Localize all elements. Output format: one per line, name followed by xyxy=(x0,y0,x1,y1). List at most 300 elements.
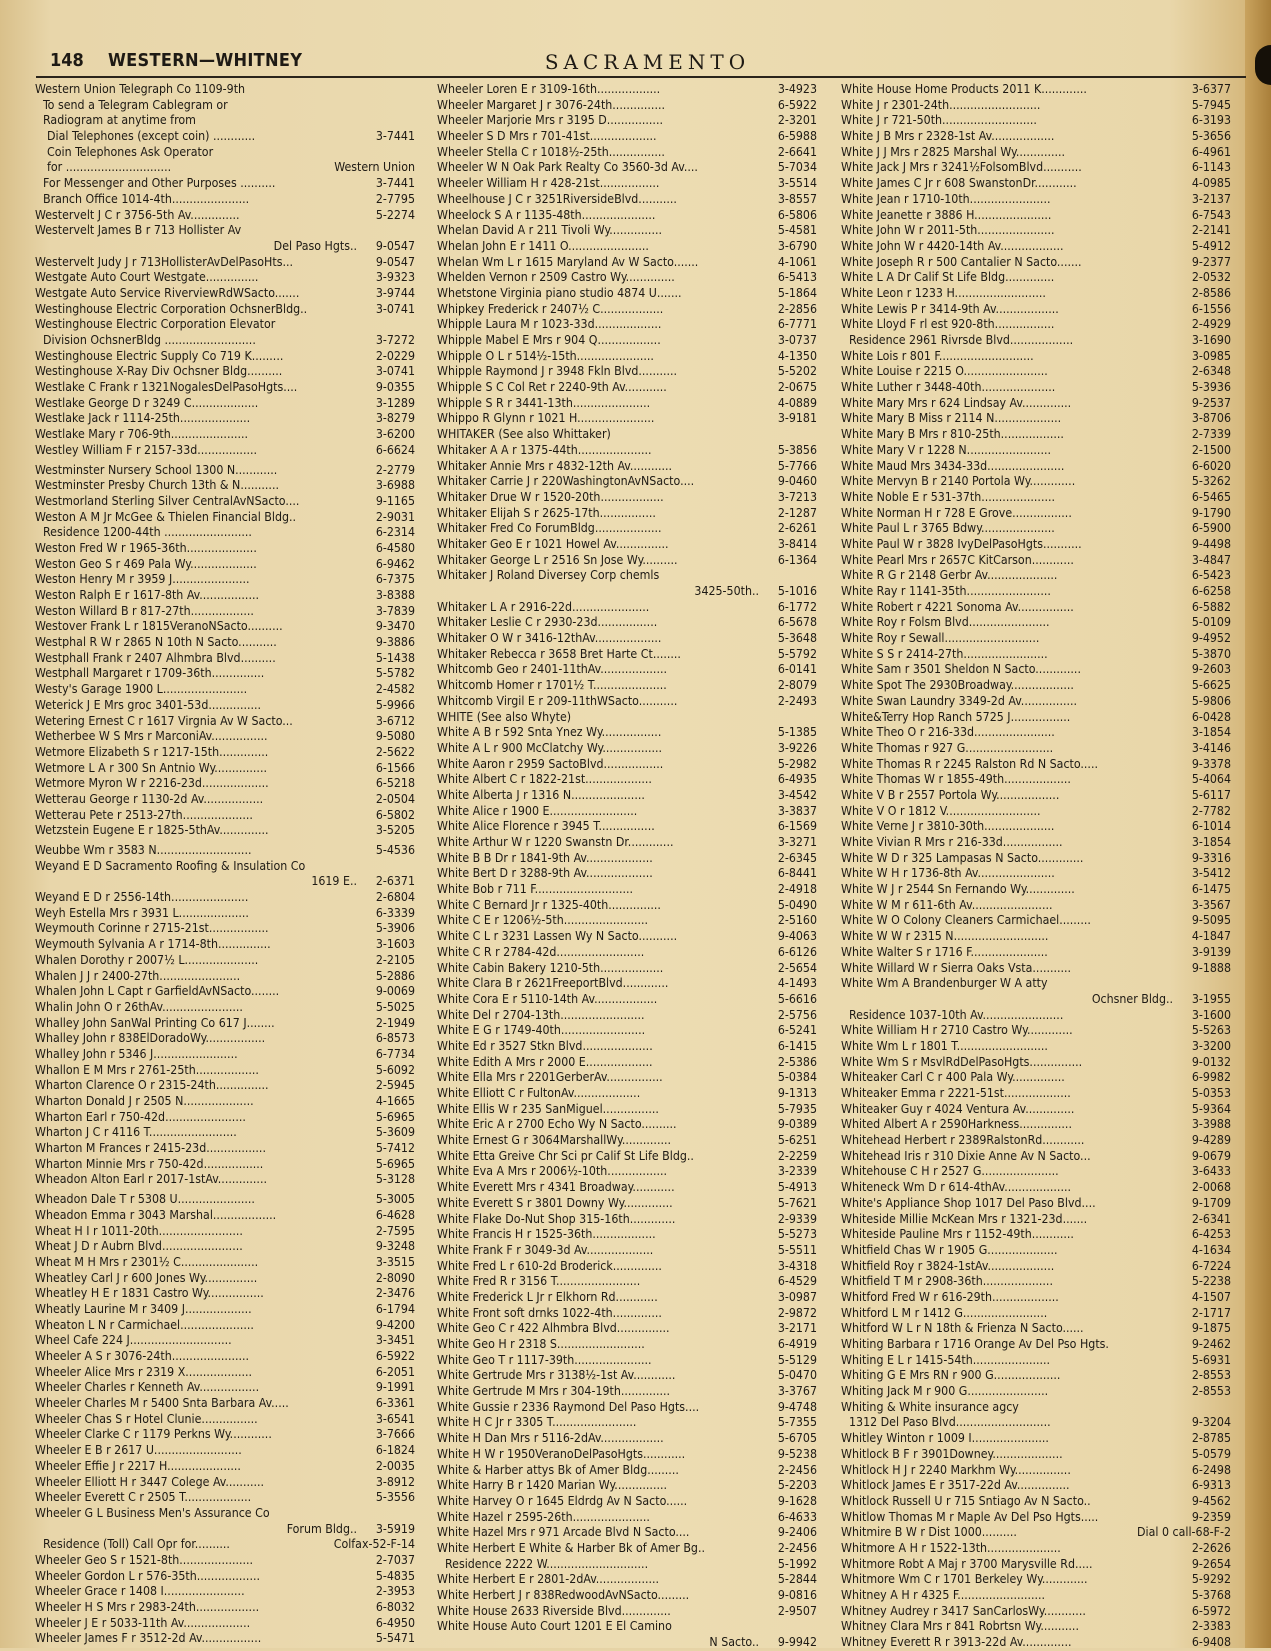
listing-name: White Jean r 1710-10th....................... xyxy=(841,191,1051,206)
listing-entry xyxy=(35,1286,415,1302)
listing-entry xyxy=(437,1478,817,1494)
listing-entry xyxy=(35,270,415,286)
phone-number: 3-3767 xyxy=(777,1384,817,1399)
listing-entry xyxy=(437,364,817,380)
phone-number: 9-1888 xyxy=(1191,960,1231,975)
phone-number: 2-8553 xyxy=(1191,1368,1231,1383)
phone-number: 2-2456 xyxy=(777,1540,817,1555)
listing-name: Westgate Auto Court Westgate............... xyxy=(35,270,259,285)
listing-name: White Mary B Mrs r 810-25th.................. xyxy=(841,427,1064,442)
listing-name: Wheatley Carl J r 600 Jones Wy............... xyxy=(35,1270,258,1285)
phone-number: 3-9181 xyxy=(777,411,817,426)
phone-number: 5-1016 xyxy=(777,584,817,598)
listing-entry xyxy=(437,1023,817,1039)
listing-name: Whitehead Herbert r 2389RalstonRd............ xyxy=(841,1133,1085,1148)
listing-name: Whitaker O W r 3416-12thAv................... xyxy=(437,631,662,646)
listing-name: White Cabin Bakery 1210-5th.................. xyxy=(437,960,664,975)
phone-number: 3-5205 xyxy=(375,823,415,838)
listing-name: Dial Telephones (except coin) ............ xyxy=(47,129,256,144)
phone-number: Dial 0 call-68-F-2 xyxy=(1137,1525,1231,1540)
listing-entry xyxy=(841,788,1231,804)
listing-entry xyxy=(841,662,1231,678)
listing-name: Wheeler Marjorie Mrs r 3195 D................ xyxy=(437,113,663,128)
listing-name: White House Home Products 2011 K............. xyxy=(841,82,1087,96)
listing-name: White W M r 611-6th Av....................... xyxy=(841,897,1053,912)
phone-number: 2-2259 xyxy=(777,1148,817,1163)
phone-number: 5-0470 xyxy=(777,1368,817,1383)
phone-number: 3-3451 xyxy=(375,1333,415,1348)
listing-name: Wheeler W N Oak Park Realty Co 3560-3d Av.... xyxy=(437,160,698,175)
listing-name: White's Appliance Shop 1017 Del Paso Blvd.... xyxy=(841,1195,1096,1210)
listing-entry xyxy=(841,945,1231,961)
phone-number: 5-6625 xyxy=(1191,678,1231,693)
phone-number: 6-4961 xyxy=(1191,144,1231,159)
phone-number: 5-5202 xyxy=(777,364,817,379)
listing-entry xyxy=(35,698,415,714)
listing-entry xyxy=(841,1431,1231,1447)
listing-name: White Gussie r 2336 Raymond Del Paso Hgts.... xyxy=(437,1399,700,1414)
phone-number: 3-4146 xyxy=(1191,740,1231,755)
phone-number: 9-1875 xyxy=(1191,1321,1231,1336)
listing-entry xyxy=(841,1070,1231,1086)
phone-number: 9-2406 xyxy=(777,1525,817,1540)
phone-number: 3-3988 xyxy=(1191,1117,1231,1132)
listing-name: Whitney A H r 4325 F......................... xyxy=(841,1588,1046,1602)
listing-entry xyxy=(841,882,1231,898)
listing-entry xyxy=(437,1368,817,1384)
listing-name: White Hazel r 2595-26th...................... xyxy=(437,1509,650,1524)
phone-number: 2-7339 xyxy=(1191,427,1231,442)
phone-number: 5-3648 xyxy=(777,631,817,646)
phone-number: 3-5919 xyxy=(375,1521,415,1536)
phone-number: 2-5160 xyxy=(777,913,817,928)
phone-number: 2-5654 xyxy=(777,960,817,975)
listing-entry xyxy=(841,208,1231,224)
listing-name: Whipple Raymond J r 3948 Fkln Blvd........... xyxy=(437,364,678,379)
phone-number: 5-5263 xyxy=(1191,1023,1231,1038)
listing-name: Coin Telephones Ask Operator xyxy=(47,144,214,159)
phone-number: 5-1864 xyxy=(777,285,817,300)
phone-number: 5-1385 xyxy=(777,725,817,740)
listing-name: Whipple S C Col Ret r 2240-9th Av............ xyxy=(437,380,667,395)
phone-number: 3-4847 xyxy=(1191,552,1231,567)
listing-entry xyxy=(35,1078,415,1094)
phone-number: 3-8414 xyxy=(777,536,817,551)
phone-number: 3-1603 xyxy=(375,937,415,952)
phone-number: 3-1854 xyxy=(1191,725,1231,740)
listing-entry xyxy=(35,1172,415,1188)
phone-number: 6-4253 xyxy=(1191,1227,1231,1242)
listing-name: Westervelt Judy J r 713HollisterAvDelPasoHts... xyxy=(35,254,293,269)
listing-name: White Gertrude M Mrs r 304-19th.............. xyxy=(437,1384,671,1399)
listing-entry xyxy=(841,647,1231,663)
listing-name: White H C Jr r 3305 T........................ xyxy=(437,1415,637,1430)
phone-number: 6-4580 xyxy=(375,540,415,555)
phone-number: 2-8090 xyxy=(375,1270,415,1285)
listing-name: White Del r 2704-13th........................ xyxy=(437,1007,645,1022)
listing-entry xyxy=(437,1463,817,1479)
listing-name: Westover Frank L r 1815VeranoNSacto.......... xyxy=(35,619,283,634)
phone-number: 4-1061 xyxy=(777,254,817,269)
listing-name: To send a Telegram Cablegram or xyxy=(43,97,228,112)
listing-entry xyxy=(437,490,817,506)
page-number: 148 xyxy=(50,50,84,71)
phone-number: 2-5386 xyxy=(777,1054,817,1069)
phone-number: 6-7224 xyxy=(1191,1258,1231,1273)
listing-entry xyxy=(841,474,1231,490)
listing-name: Whitfield T M r 2908-36th.................... xyxy=(841,1274,1053,1289)
listing-entry xyxy=(437,647,817,663)
listing-name: WHITAKER (See also Whittaker) xyxy=(437,427,611,442)
listing-entry xyxy=(841,1368,1231,1384)
listing-entry xyxy=(841,506,1231,522)
listing-entry xyxy=(841,1525,1231,1541)
listing-entry xyxy=(35,1584,415,1600)
listing-entry xyxy=(437,145,817,161)
phone-number: 9-2377 xyxy=(1191,254,1231,269)
phone-number: 9-0547 xyxy=(375,238,415,253)
listing-entry xyxy=(437,882,817,898)
phone-number: 9-3378 xyxy=(1191,756,1231,771)
listing-entry xyxy=(841,1086,1231,1102)
phone-number: 5-6965 xyxy=(375,1156,415,1171)
listing-entry xyxy=(437,349,817,365)
phone-number: 9-0816 xyxy=(777,1588,817,1602)
listing-entry xyxy=(841,160,1231,176)
listing-name: Wetmore Myron W r 2216-23d................... xyxy=(35,776,269,791)
listing-name: White Gertrude Mrs r 3138½-1st Av............ xyxy=(437,1368,676,1383)
listing-name: White Arthur W r 1220 Swanstn Dr............. xyxy=(437,835,674,849)
listing-entry xyxy=(841,553,1231,569)
listing-entry xyxy=(841,615,1231,631)
listing-entry xyxy=(437,98,817,114)
listing-entry xyxy=(437,1431,817,1447)
listing-name: White House Auto Court 1201 E El Camino xyxy=(437,1619,672,1634)
listing-name: Westlake George D r 3249 C................... xyxy=(35,395,259,410)
listing-name: Wheel Cafe 224 J............................. xyxy=(35,1333,232,1348)
listing-entry xyxy=(35,1522,415,1538)
listing-name: Whiteaker Carl C r 400 Pala Wy............... xyxy=(841,1070,1065,1085)
phone-number: 6-5802 xyxy=(375,807,415,822)
listing-name: White L A Dr Calif St Life Bldg.............. xyxy=(841,270,1055,285)
listing-name: Whitford W L r N 18th & Frienza N Sacto...... xyxy=(841,1321,1084,1336)
listing-name: White Mary Mrs r 624 Lindsay Av.............. xyxy=(841,395,1072,410)
listing-name: For Messenger and Other Purposes .......... xyxy=(43,176,276,191)
listing-entry xyxy=(841,255,1231,271)
listing-entry xyxy=(437,1259,817,1275)
listing-name: White Albert C r 1822-21st................... xyxy=(437,772,652,787)
listing-name: Whipkey Frederick r 2407½ C.................. xyxy=(437,301,664,316)
phone-number: 5-4912 xyxy=(1191,238,1231,253)
listing-name: White Paul L r 3765 Bdwy..................... xyxy=(841,521,1055,536)
listing-entry xyxy=(35,541,415,557)
phone-number: 6-1824 xyxy=(375,1443,415,1458)
listing-entry xyxy=(841,819,1231,835)
listing-entry xyxy=(437,694,817,710)
listing-entry xyxy=(35,1506,415,1522)
listing-entry xyxy=(841,835,1231,851)
listing-entry xyxy=(841,631,1231,647)
listing-entry xyxy=(35,525,415,541)
listing-name: Weubbe Wm r 3583 N........................... xyxy=(35,843,252,857)
listing-entry xyxy=(35,129,415,145)
listing-entry xyxy=(841,411,1231,427)
listing-entry xyxy=(35,1537,415,1553)
phone-number: 2-8553 xyxy=(1191,1384,1231,1399)
phone-number: 6-6126 xyxy=(777,944,817,959)
listing-entry xyxy=(437,317,817,333)
listing-name: Whitaker A A r 1375-44th..................... xyxy=(437,442,652,457)
listing-entry xyxy=(841,1212,1231,1228)
listing-name: White Willard W r Sierra Oaks Vsta........... xyxy=(841,960,1072,975)
phone-number: 6-5413 xyxy=(777,270,817,285)
listing-name: White William H r 2710 Castro Wy............. xyxy=(841,1023,1073,1038)
listing-entry xyxy=(841,1180,1231,1196)
phone-number: 3-1690 xyxy=(1191,333,1231,347)
listing-name: Wharton Minnie Mrs r 750-42d................. xyxy=(35,1156,264,1171)
listing-entry xyxy=(841,1619,1231,1635)
listing-name: Westmorland Sterling Silver CentralAvNSacto.... xyxy=(35,493,300,508)
listing-entry xyxy=(841,1463,1231,1479)
listing-name: Whiting E L r 1415-54th...................... xyxy=(841,1352,1051,1367)
listing-entry xyxy=(437,1353,817,1369)
phone-number: 3-6200 xyxy=(375,427,415,442)
phone-number: 4-1634 xyxy=(1191,1242,1231,1257)
listing-entry xyxy=(841,490,1231,506)
listing-name: Westlake Mary r 706-9th...................... xyxy=(35,427,249,442)
phone-number: 6-9462 xyxy=(375,556,415,571)
listing-name: Whitaker Leslie C r 2930-23d................. xyxy=(437,615,658,630)
listing-name: Wetterau George r 1130-2d Av................. xyxy=(35,791,264,806)
phone-number: 3-6541 xyxy=(375,1411,415,1426)
listing-entry xyxy=(35,776,415,792)
phone-number: 6-5465 xyxy=(1191,489,1231,504)
listing-name: White Eric A r 2700 Echo Wy N Sacto.......... xyxy=(437,1117,677,1132)
phone-number: 5-5782 xyxy=(375,666,415,681)
phone-number: 3-6433 xyxy=(1191,1164,1231,1179)
listing-name: Whelan Wm L r 1615 Maryland Av W Sacto....... xyxy=(437,254,699,269)
listing-entry xyxy=(841,1055,1231,1071)
listing-name: White&Terry Hop Ranch 5725 J................. xyxy=(841,709,1071,724)
listing-entry xyxy=(841,1635,1231,1651)
listing-name: Whiteaker Emma r 2221-51st................... xyxy=(841,1086,1071,1100)
listing-entry xyxy=(437,1494,817,1510)
listing-entry xyxy=(35,463,415,479)
listing-name: White Etta Greive Chr Sci pr Calif St Life Bldg.. xyxy=(437,1148,694,1163)
listing-name: Wheeler Clarke C r 1179 Perkns Wy............ xyxy=(35,1427,272,1442)
listing-name: WHITE (See also Whyte) xyxy=(437,709,572,724)
column-2 xyxy=(437,82,817,1650)
phone-number: 3-1600 xyxy=(1191,1007,1231,1022)
phone-number: 3-3515 xyxy=(375,1254,415,1269)
listing-name: Whitehead Iris r 310 Dixie Anne Av N Sacto... xyxy=(841,1148,1091,1163)
phone-number: 6-5922 xyxy=(777,97,817,112)
listing-name: Whipple S R r 3441-13th...................... xyxy=(437,395,651,410)
phone-number: 2-0532 xyxy=(1191,270,1231,285)
listing-name: Wheelhouse J C r 3251RiversideBlvd........... xyxy=(437,191,677,206)
phone-number: 5-3856 xyxy=(777,442,817,457)
phone-number: 5-6931 xyxy=(1191,1352,1231,1367)
phone-number: 2-6341 xyxy=(1191,1211,1231,1226)
listing-entry xyxy=(437,239,817,255)
listing-name: White Elliott C r FultonAv................... xyxy=(437,1086,641,1100)
phone-number: 6-5882 xyxy=(1191,599,1231,614)
listing-name: White Mary V r 1228 N........................ xyxy=(841,442,1051,457)
listing-name: White J r 721-50th........................... xyxy=(841,113,1037,128)
listing-name: White C Bernard Jr r 1325-40th............... xyxy=(437,897,661,912)
listing-name: White Noble E r 531-37th..................... xyxy=(841,489,1055,504)
listing-entry xyxy=(35,427,415,443)
phone-number: 3-6988 xyxy=(375,478,415,493)
phone-number: 5-2203 xyxy=(777,1478,817,1493)
listing-entry xyxy=(437,1400,817,1416)
listing-name: Residence 2222 W............................. xyxy=(445,1556,649,1571)
phone-number: 2-2856 xyxy=(777,301,817,316)
phone-number: 2-0035 xyxy=(375,1458,415,1473)
listing-name: White Lloyd F rl est 920-8th................. xyxy=(841,317,1055,332)
listing-name: White J J Mrs r 2825 Marshal Wy.............. xyxy=(841,144,1066,159)
phone-number: 2-3953 xyxy=(375,1584,415,1599)
listing-name: Westley William F r 2157-33d................. xyxy=(35,442,257,457)
listing-name: Branch Office 1014-4th...................... xyxy=(43,191,250,206)
phone-number: 5-4581 xyxy=(777,223,817,238)
phone-number: 9-4063 xyxy=(777,929,817,944)
phone-number: 9-1165 xyxy=(375,493,415,508)
phone-number: 3-7441 xyxy=(375,129,415,144)
listing-entry xyxy=(35,113,415,129)
listing-name: Radiogram at anytime from xyxy=(43,113,196,128)
listing-entry xyxy=(437,1635,817,1651)
listing-entry xyxy=(841,113,1231,129)
phone-number: 2-6348 xyxy=(1191,364,1231,379)
phone-number: 3-8388 xyxy=(375,588,415,602)
phone-number: 5-2274 xyxy=(375,207,415,222)
listing-entry xyxy=(35,619,415,635)
listing-name: Wheeler Stella C r 1018½-25th................ xyxy=(437,144,665,159)
listing-name: Weyand E D r 2556-14th...................... xyxy=(35,890,249,905)
listing-name: 1619 E.. xyxy=(311,874,357,889)
listing-name: Whitfield Chas W r 1905 G.................... xyxy=(841,1242,1058,1257)
listing-name: White H Dan Mrs r 5116-2dAv.................. xyxy=(437,1431,664,1446)
phone-number: 9-0355 xyxy=(375,380,415,395)
listing-entry xyxy=(35,98,415,114)
listing-entry xyxy=(35,1318,415,1334)
listing-name: White B B Dr r 1841-9th Av................... xyxy=(437,850,653,865)
listing-name: Whippo R Glynn r 1021 H...................... xyxy=(437,411,655,426)
listing-name: Wheeler Effie J r 2217 H..................... xyxy=(35,1458,241,1473)
phone-number: 9-3316 xyxy=(1191,850,1231,865)
listing-entry xyxy=(841,1008,1231,1024)
listing-entry xyxy=(841,725,1231,741)
listing-name: Wharton Donald J r 2505 N.................... xyxy=(35,1094,254,1108)
listing-entry xyxy=(437,255,817,271)
listing-entry xyxy=(841,1510,1231,1526)
listing-name: White A B r 592 Snta Ynez Wy................. xyxy=(437,725,662,740)
phone-number: 6-1415 xyxy=(777,1038,817,1053)
listing-name: Whiteneck Wm D r 614-4thAv................... xyxy=(841,1180,1071,1195)
listing-name: White Leon r 1233 H.......................... xyxy=(841,285,1046,300)
phone-number: 5-7766 xyxy=(777,458,817,473)
listing-name: White Swan Laundry 3349-2d Av................ xyxy=(841,693,1078,708)
listing-entry xyxy=(437,1086,817,1102)
phone-number: 3-8912 xyxy=(375,1474,415,1489)
listing-name: Wheeler A S r 3076-24th...................... xyxy=(35,1349,250,1363)
listing-name: White Wm S r MsvlRdDelPasoHgts............... xyxy=(841,1054,1083,1069)
listing-name: Wharton M Frances r 2415-23d................. xyxy=(35,1141,266,1156)
listing-entry xyxy=(437,710,817,726)
phone-number: 9-1313 xyxy=(777,1086,817,1100)
listing-entry xyxy=(35,380,415,396)
listing-entry xyxy=(35,745,415,761)
listing-entry xyxy=(35,906,415,922)
phone-number: 6-1364 xyxy=(777,552,817,567)
listing-entry xyxy=(841,317,1231,333)
listing-entry xyxy=(841,929,1231,945)
listing-entry xyxy=(841,270,1231,286)
phone-number: 3-7272 xyxy=(375,333,415,347)
listing-entry xyxy=(841,459,1231,475)
listing-entry xyxy=(437,208,817,224)
phone-number: 2-8785 xyxy=(1191,1431,1231,1446)
phone-number: 2-2105 xyxy=(375,952,415,967)
listing-entry xyxy=(437,1117,817,1133)
phone-number: 3-9744 xyxy=(375,285,415,300)
listing-entry xyxy=(841,898,1231,914)
listing-entry xyxy=(437,160,817,176)
listing-entry xyxy=(35,443,415,459)
phone-number: 2-7782 xyxy=(1191,803,1231,818)
phone-number: 9-9942 xyxy=(777,1635,817,1650)
listing-name: Westinghouse X-Ray Div Ochsner Bldg.......... xyxy=(35,364,283,379)
column-1 xyxy=(35,82,415,1646)
phone-number: 6-4628 xyxy=(375,1207,415,1222)
phone-number: 9-0069 xyxy=(375,984,415,999)
listing-name: Wheeler Geo S r 1521-8th..................... xyxy=(35,1552,254,1567)
listing-entry xyxy=(437,1196,817,1212)
phone-number: 5-5792 xyxy=(777,646,817,661)
listing-entry xyxy=(437,1274,817,1290)
listing-name: Residence 2961 Rivrsde Blvd.................. xyxy=(849,333,1074,347)
phone-number: 3-0741 xyxy=(375,301,415,316)
listing-name: Westminster Nursery School 1300 N............ xyxy=(35,462,278,477)
phone-number: 9-3470 xyxy=(375,619,415,634)
listing-name: 1312 Del Paso Blvd........................... xyxy=(849,1415,1051,1430)
listing-name: White Joseph R r 500 Cantalier N Sacto....... xyxy=(841,254,1082,269)
listing-name: Whitaker Carrie J r 220WashingtonAvNSacto.... xyxy=(437,474,695,489)
phone-number: 6-3339 xyxy=(375,905,415,920)
listing-name: White Wm A Brandenburger W A atty xyxy=(841,976,1048,991)
listing-entry xyxy=(35,510,415,526)
listing-entry xyxy=(841,364,1231,380)
listing-name: Westgate Auto Service RiverviewRdWSacto....... xyxy=(35,285,300,300)
phone-number: 6-5900 xyxy=(1191,521,1231,536)
phone-number: 2-4582 xyxy=(375,682,415,697)
listing-entry xyxy=(35,874,415,890)
listing-entry xyxy=(437,1164,817,1180)
phone-number: 6-2051 xyxy=(375,1364,415,1379)
listing-name: White House 2633 Riverside Blvd.............. xyxy=(437,1603,671,1618)
listing-name: Westinghouse Electric Corporation OchsnerBldg.. xyxy=(35,301,308,316)
listing-entry xyxy=(35,1427,415,1443)
listing-entry xyxy=(35,1380,415,1396)
listing-name: Whitlock B F r 3901Downey.................... xyxy=(841,1446,1063,1461)
phone-number: 6-1566 xyxy=(375,760,415,775)
listing-entry xyxy=(35,651,415,667)
listing-entry xyxy=(35,1553,415,1569)
listing-entry xyxy=(35,761,415,777)
listing-entry xyxy=(841,1384,1231,1400)
listing-entry xyxy=(35,1475,415,1491)
